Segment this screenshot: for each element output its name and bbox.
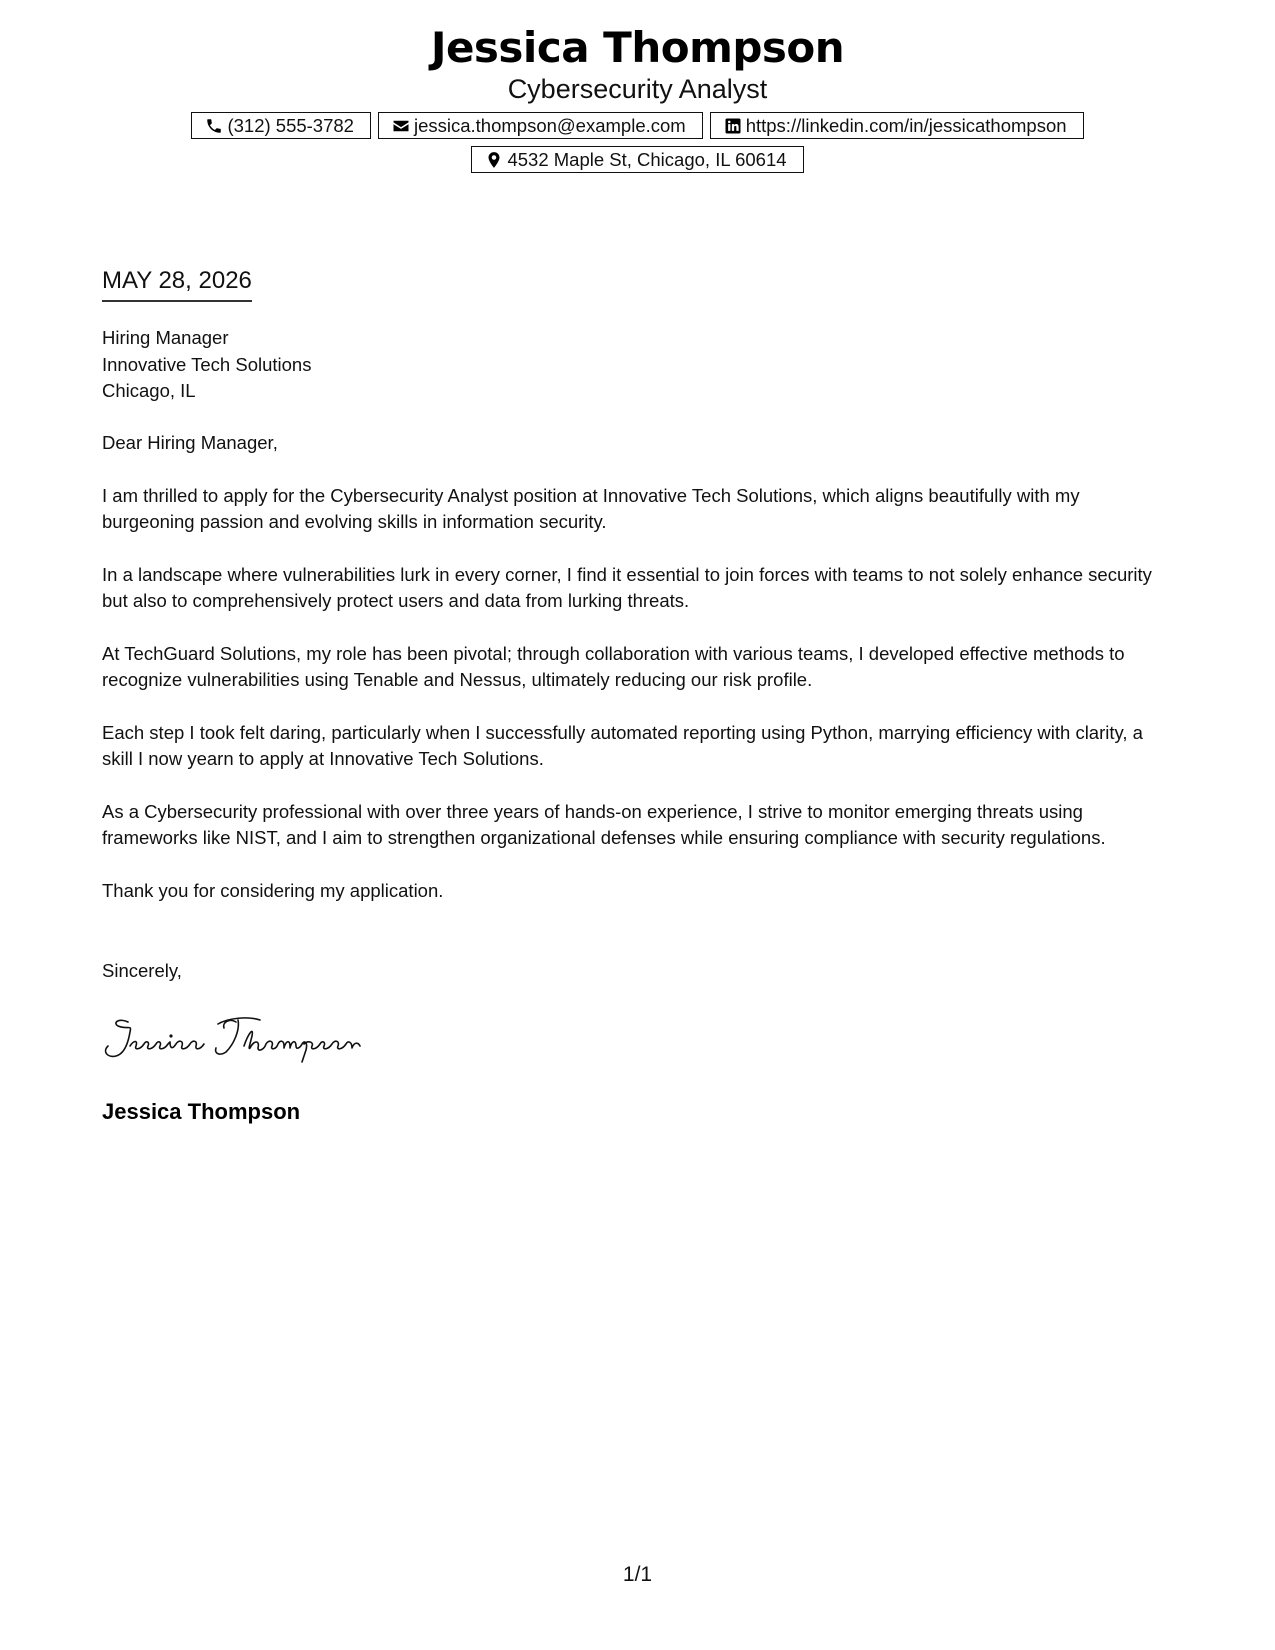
paragraph-thanks: Thank you for considering my application. [102,879,444,901]
contact-linkedin [710,112,1084,139]
contact-address [471,146,803,173]
address-text: 4532 Maple St, Chicago, IL 60614 [507,148,787,170]
contact-row [0,112,1275,139]
applicant-name: Jessica Thompson [430,23,845,72]
envelope-icon [392,117,410,135]
applicant-role: Cybersecurity Analyst [507,74,768,104]
phone-icon [205,117,223,135]
phone-text: (312) 555-3782 [227,114,354,136]
recipient-company: Innovative Tech Solutions [102,353,312,375]
paragraph: Each step I took felt daring, particularly when I successfully automated reporting using Python, marrying efficiency with clarity, a skill I now yearn to apply at Innovative Tech Solutions. [102,721,1143,769]
contact-email [378,112,703,139]
paragraph: I am thrilled to apply for the Cybersecurity Analyst position at Innovative Tech Solutions, which aligns beautifully with my burgeoning passion and evolving skills in information security. [102,484,1080,532]
paragraph: In a landscape where vulnerabilities lurk in every corner, I find it essential to join forces with teams to not solely enhance security but also to comprehensively protect users and data from lurking threats. [102,563,1152,611]
contact-row-2 [0,146,1275,173]
letter-date: MAY 28, 2026 [102,266,252,302]
paragraph: As a Cybersecurity professional with over three years of hands-on experience, I strive to monitor emerging threats using frameworks like NIST, and I aim to strengthen organizational defenses while ensuring compliance with security regulations. [102,800,1106,848]
salutation: Dear Hiring Manager, [102,432,278,453]
page-number: 1/1 [622,1563,653,1586]
handwritten-signature [98,1010,368,1070]
recipient-block [102,325,311,405]
linkedin-icon [724,117,742,135]
email-link[interactable]: jessica.thompson@example.com [413,114,686,136]
closing: Sincerely, [102,960,182,981]
map-marker-icon [485,151,503,169]
linkedin-link[interactable]: https://linkedin.com/in/jessicathompson [745,114,1067,136]
signer-name: Jessica Thompson [102,1099,301,1124]
paragraph: At TechGuard Solutions, my role has been pivotal; through collaboration with various teams, I developed effective methods to recognize vulnerabilities using Tenable and Nessus, ultimately reducing our risk profile. [102,642,1125,690]
recipient-location: Chicago, IL [102,380,196,401]
letter-body [102,430,1177,930]
letter-header [0,22,1275,173]
contact-phone [191,112,371,139]
recipient-title: Hiring Manager [102,327,229,348]
